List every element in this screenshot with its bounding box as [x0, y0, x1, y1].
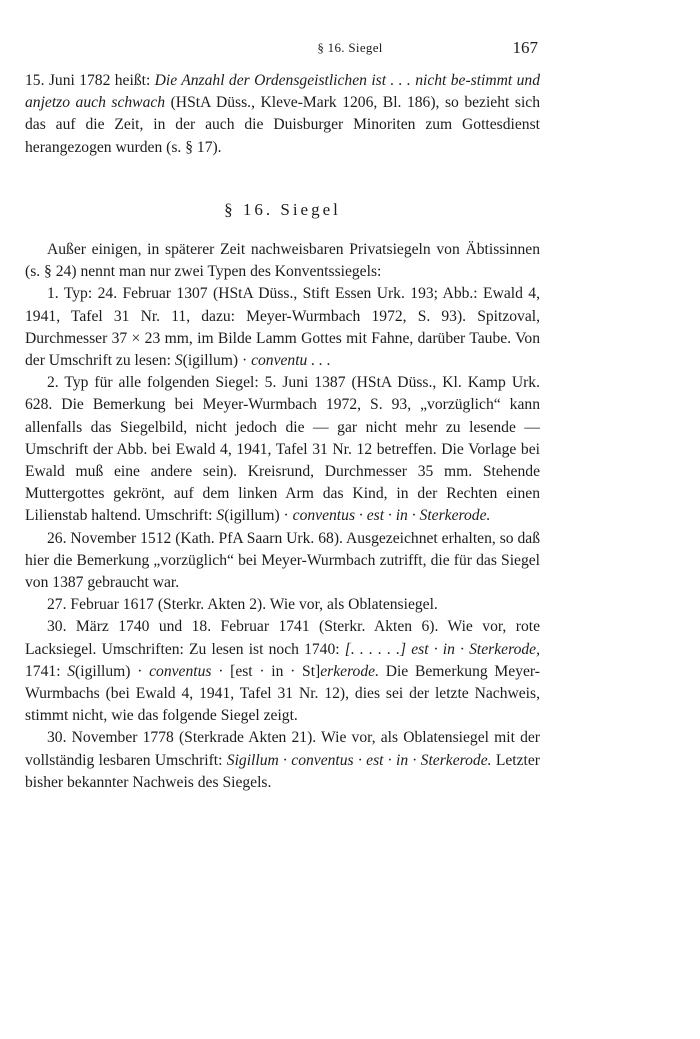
- mar-1740-paragraph: [25, 616, 540, 727]
- italic-run: conventus: [149, 662, 212, 680]
- italic-run: conventu . . .: [251, 352, 331, 370]
- text-run: (igillum) ·: [182, 352, 252, 370]
- type-2-paragraph: [25, 372, 540, 527]
- text-run: (igillum) ·: [224, 507, 293, 525]
- text-run: (HStA Düss., Kleve-Mark 1206, Bl. 186), so bezieht sich das auf die Zeit, in der auch die Duisburger Minoriten zum Gottesdienst herangezogen wurden (s. § 17).: [25, 94, 540, 156]
- running-head: [0, 38, 700, 60]
- italic-run: Sigillum · conventus · est · in · Sterkerode.: [226, 751, 492, 769]
- text-run: 30. März 1740 und 18. Februar 1741 (Sterkr. Akten 6). Wie vor, rote Lacksiegel. Umschriften: Zu lesen ist noch 1740:: [25, 618, 540, 658]
- body-text: [25, 70, 540, 794]
- continuation-paragraph: [25, 70, 540, 159]
- text-run: Letzter bisher bekannter Nachweis des Siegels.: [25, 751, 540, 791]
- italic-run: erkerode.: [320, 662, 379, 680]
- italic-run: S: [67, 662, 76, 680]
- italic-run: S: [216, 507, 225, 525]
- quoted-source: Die Anzahl der Ordensgeistlichen ist . . . nicht be-stimmt und anjetzo auch schwach: [25, 72, 540, 112]
- nov-1778-paragraph: [25, 727, 540, 794]
- page-number: 167: [512, 38, 538, 57]
- text-run: · [est · in · St]: [211, 662, 321, 680]
- text-run: 30. November 1778 (Sterkrade Akten 21). Wie vor, als Oblatensiegel mit der vollständig lesbaren Umschrift:: [25, 729, 540, 769]
- text-run: 1. Typ: 24. Februar 1307 (HStA Düss., Stift Essen Urk. 193; Abb.: Ewald 4, 1941, Tafel 31 Nr. 11, dazu: Meyer-Wurmbach 1972, S. 93). Spitzoval, Durchmesser 37 × 23 mm, im Bilde Lamm Gottes mit Fahne, darüber Taube. Von der Umschrift zu lesen:: [25, 285, 540, 370]
- feb-1617-paragraph: 27. Februar 1617 (Sterkr. Akten 2). Wie vor, als Oblatensiegel.: [47, 596, 438, 614]
- italic-run: S: [174, 352, 183, 370]
- intro-paragraph: Außer einigen, in späterer Zeit nachweisbaren Privatsiegeln von Äbtissinnen (s. § 24) nennt man nur zwei Typen des Konventssiegels:: [25, 241, 540, 281]
- text-run: (igillum) ·: [75, 662, 150, 680]
- italic-run: conventus · est · in · Sterkerode.: [292, 507, 491, 525]
- section-heading: § 16. Siegel: [224, 199, 341, 219]
- text-run: Die Bemerkung Meyer-Wurmbachs (bei Ewald 4, 1941, Tafel 31 Nr. 12), dies sei der letzte Nachweis, stimmt nicht, wie das folgende Siegel zeigt.: [25, 662, 540, 725]
- text-run: 1741:: [25, 662, 68, 680]
- text-run: 15. Juni 1782 heißt:: [25, 72, 155, 89]
- running-head-title: § 16. Siegel: [317, 40, 383, 55]
- nov-1512-paragraph: 26. November 1512 (Kath. PfA Saarn Urk. 68). Ausgezeichnet erhalten, so daß hier die Bemerkung „vorzüglich“ bei Meyer-Wurmbach zutrifft, die für das Siegel von 1387 gebraucht war.: [25, 529, 540, 592]
- text-run: 2. Typ für alle folgenden Siegel: 5. Juni 1387 (HStA Düss., Kl. Kamp Urk. 628. Die Bemerkung bei Meyer-Wurmbach 1972, S. 93, „vorzüglich“ kann allenfalls das Siegelbild, nicht jedoch die — gar nicht mehr zu lesende — Umschrift der Abb. bei Ewald 4, 1941, Tafel 31 Nr. 12 betreffen. Die Vorlage bei Ewald muß eine andere sein). Kreisrund, Durchmesser 35 mm. Stehende Muttergottes gekrönt, auf dem linken Arm das Kind, in der Rechten einen Lilienstab haltend. Umschrift:: [25, 374, 540, 525]
- type-1-paragraph: [25, 283, 540, 372]
- italic-run: [. . . . . .] est · in · Sterkerode,: [344, 640, 541, 658]
